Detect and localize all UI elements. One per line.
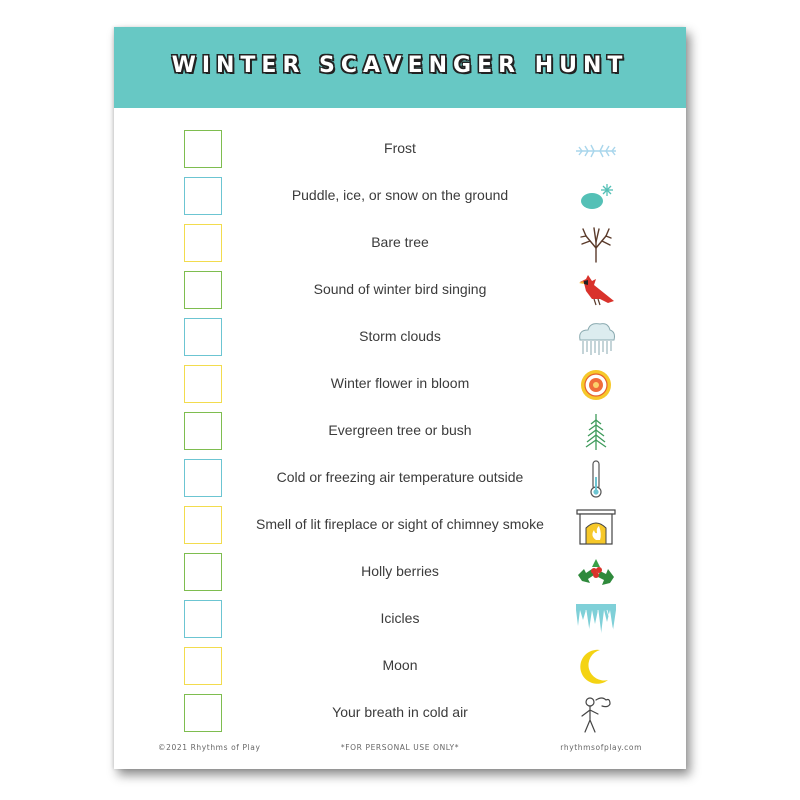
item-label: Holly berries [361, 563, 439, 579]
item-label: Winter flower in bloom [330, 375, 470, 391]
cardinal-bird-icon [574, 271, 618, 311]
checkbox[interactable] [184, 130, 222, 168]
item-label: Smell of lit fireplace or sight of chimney smoke [256, 516, 544, 532]
checkbox[interactable] [184, 647, 222, 685]
website-link[interactable]: rhythmsofplay.com [560, 743, 642, 752]
checkbox[interactable] [184, 271, 222, 309]
worksheet-page [114, 27, 686, 769]
list-item [114, 177, 686, 217]
flower-icon [574, 365, 618, 405]
copyright-text: ©2021 Rhythms of Play [158, 743, 261, 752]
checkbox[interactable] [184, 318, 222, 356]
title-banner [114, 27, 686, 108]
thermometer-icon [574, 459, 618, 499]
list-item [114, 365, 686, 405]
list-item [114, 412, 686, 452]
list-item [114, 506, 686, 546]
personal-use-notice: *FOR PERSONAL USE ONLY* [340, 743, 460, 752]
item-label: Bare tree [371, 234, 429, 250]
list-item [114, 647, 686, 687]
checkbox[interactable] [184, 365, 222, 403]
checkbox[interactable] [184, 506, 222, 544]
item-label: Storm clouds [359, 328, 441, 344]
storm-clouds-icon [574, 318, 618, 358]
list-item [114, 459, 686, 499]
list-item [114, 553, 686, 593]
item-label: Frost [384, 140, 416, 156]
item-label: Icicles [380, 610, 420, 626]
bare-tree-icon [574, 224, 618, 264]
checkbox[interactable] [184, 224, 222, 262]
checkbox[interactable] [184, 600, 222, 638]
item-label: Evergreen tree or bush [328, 422, 472, 438]
puddle-snowflake-icon [574, 177, 618, 217]
item-label: Puddle, ice, or snow on the ground [291, 187, 509, 203]
evergreen-tree-icon [574, 412, 618, 452]
icicles-icon [574, 600, 618, 640]
list-item [114, 224, 686, 264]
checkbox[interactable] [184, 412, 222, 450]
item-label: Sound of winter bird singing [313, 281, 487, 297]
page-title: WINTER SCAVENGER HUNT [171, 53, 629, 78]
checkbox[interactable] [184, 177, 222, 215]
frost-icon [574, 130, 618, 170]
list-item [114, 271, 686, 311]
fireplace-icon [574, 506, 618, 546]
moon-icon [574, 647, 618, 687]
checkbox[interactable] [184, 553, 222, 591]
person-breath-icon [574, 694, 618, 734]
item-label: Cold or freezing air temperature outside [276, 469, 524, 485]
checkbox[interactable] [184, 459, 222, 497]
item-label: Moon [382, 657, 418, 673]
checkbox[interactable] [184, 694, 222, 732]
list-item [114, 130, 686, 170]
holly-icon [574, 553, 618, 593]
list-item [114, 318, 686, 358]
item-label: Your breath in cold air [332, 704, 468, 720]
list-item [114, 694, 686, 734]
list-item [114, 600, 686, 640]
